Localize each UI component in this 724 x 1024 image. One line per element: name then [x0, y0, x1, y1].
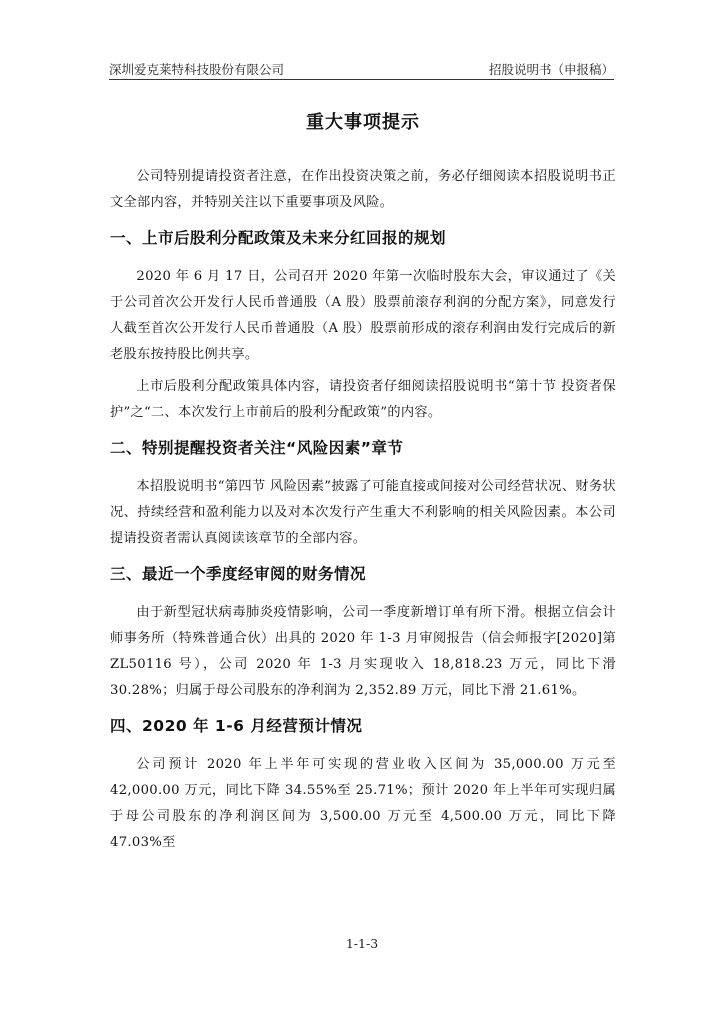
document-type: 招股说明书（申报稿） — [488, 62, 614, 77]
section-heading: 一、上市后股利分配政策及未来分红回报的规划 — [110, 229, 447, 247]
company-name: 深圳爱克莱特科技股份有限公司 — [109, 62, 285, 77]
section-paragraph: 由于新型冠状病毒肺炎疫情影响，公司一季度新增订单有所下滑。根据立信会计师事务所（特殊普通合伙）出具的 2020 年 1-3 月审阅报告（信会师报字[2020]第 ZL50116 号），公司 2020 年 1-3 月实现收入 18,818.23 万元，同比下滑 30.28%；归属于母公司股东的净利润为 2,352.89 万元，同比下滑 21.61%。 — [110, 605, 616, 698]
section-paragraph: 2020 年 6 月 17 日，公司召开 2020 年第一次临时股东大会，审议通过了《关于公司首次公开发行人民币普通股（A 股）股票前滚存利润的分配方案》，同意发行人截至首次公开发行人民币普通股（A 股）股票前形成的滚存利润由发行完成后的新老股东按持股比例共享。 — [110, 269, 616, 362]
page-title: 重大事项提示 — [306, 112, 420, 133]
page-body — [110, 108, 616, 866]
intro-paragraph: 公司特别提请投资者注意，在作出投资决策之前，务必仔细阅读本招股说明书正文全部内容，并特别关注以下重要事项及风险。 — [110, 169, 616, 210]
section-paragraph: 上市后股利分配政策具体内容，请投资者仔细阅读招股说明书“第十节 投资者保护”之“二、本次发行上市前后的股利分配政策”的内容。 — [110, 379, 616, 420]
header-divider — [109, 79, 614, 80]
section-paragraph: 公司预计 2020 年上半年可实现的营业收入区间为 35,000.00 万元至 42,000.00 万元，同比下降 34.55%至 25.71%；预计 2020 年上半年可实现归属于母公司股东的净利润区间为 3,500.00 万元至 4,500.00 万元，同比下降 47.03%至 — [110, 757, 616, 850]
section-heading: 二、特别提醒投资者关注“风险因素”章节 — [110, 439, 404, 457]
section-dividend-policy — [110, 226, 616, 426]
section-heading: 三、最近一个季度经审阅的财务情况 — [110, 565, 367, 583]
section-paragraph: 本招股说明书“第四节 风险因素”披露了可能直接或间接对公司经营状况、财务状况、持续经营和盈利能力以及对本次发行产生重大不利影响的相关风险因素。本公司提请投资者需认真阅读该章节的全部内容。 — [110, 479, 616, 546]
section-h1-forecast — [110, 714, 616, 856]
section-heading: 四、2020 年 1-6 月经营预计情况 — [110, 717, 363, 735]
page-header — [109, 60, 614, 78]
section-quarterly-financials — [110, 562, 616, 704]
page-number: 1-1-3 — [345, 936, 379, 951]
section-risk-factors — [110, 436, 616, 552]
